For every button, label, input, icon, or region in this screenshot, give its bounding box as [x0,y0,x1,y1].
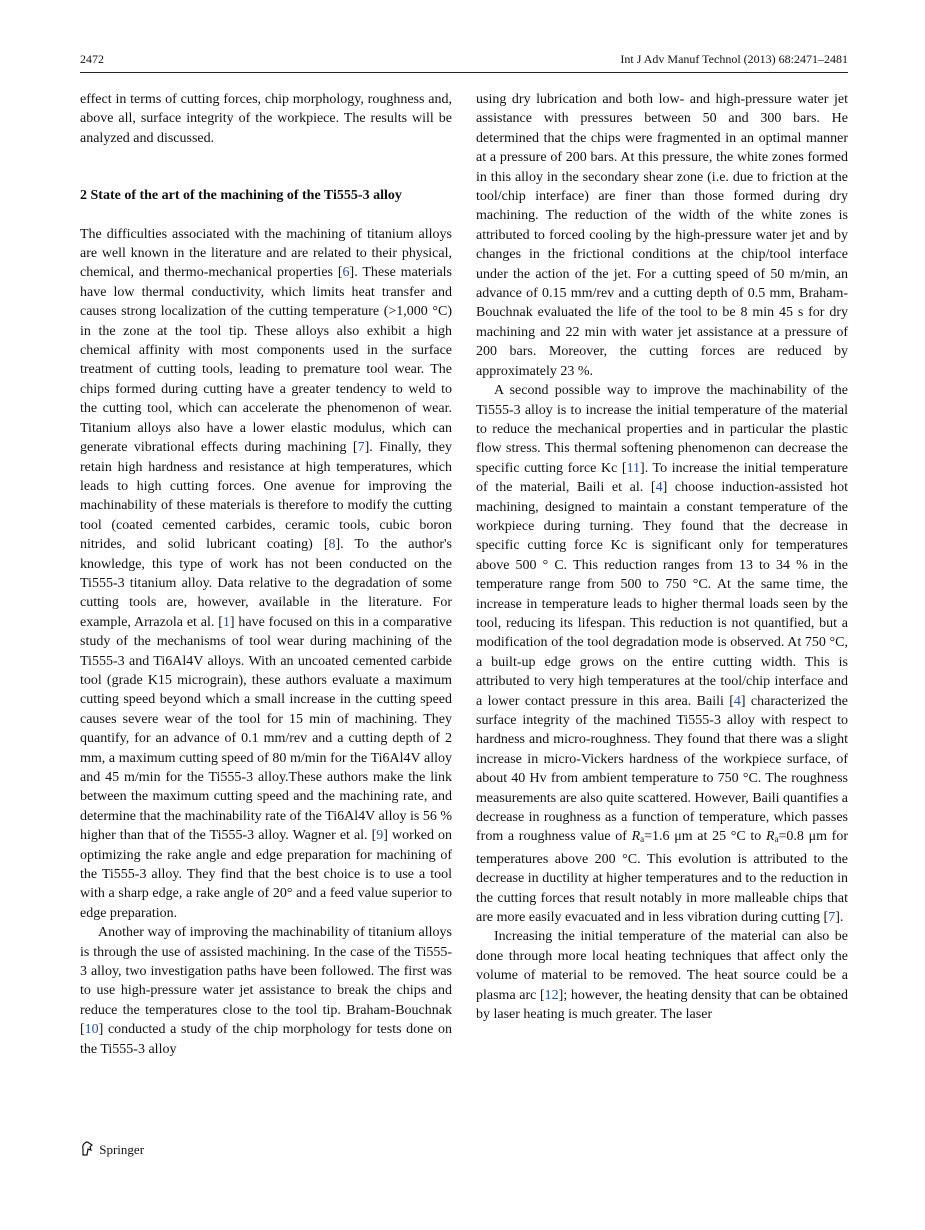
citation-link[interactable]: 11 [626,460,641,476]
paragraph: Another way of improving the machinability of titanium alloys is through the use of assisted machining. In the case of the Ti555-3 alloy, two investigation paths have been followed. The first was to use high-pressure water jet assistance to break the chips and reduce the temperatures close to the tool tip. Braham-Bouchnak [10] conducted a study of the chip morphology for tests done on the Ti555-3 alloy [80,925,452,1057]
publisher-name: Springer [99,1142,145,1157]
springer-horse-icon [80,1141,94,1156]
citation-link[interactable]: 7 [357,440,365,456]
citation-link[interactable]: 8 [328,537,336,553]
citation-link[interactable]: 1 [222,614,230,630]
citation-link[interactable]: 9 [376,828,384,844]
paragraph: A second possible way to improve the machinability of the Ti555-3 alloy is to increase the initial temperature of the material to reduce the mechanical properties and in particular the plastic flow stress. This thermal softening phenomenon can decrease the specific cutting force Kc [11]. To increase the initial temperature of the material, Baili et al. [4] choose induction-assisted hot machining, designed to maintain a constant temperature of the workpiece during turning. They found that the decrease in specific cutting force Kc is significant only for temperatures above 500 ° C. This reduction ranges from 13 to 34 % in the temperature range from 500 to 750 °C. At the same time, the increase in temperature leads to higher thermal loads seen by the tool, reducing its lifespan. This reduction is not quantified, but a modification of the tool degradation mode is observed. At 750 °C, a built-up edge grows on the entire cutting width. This is attributed to very high temperatures at the tool/chip interface and a lower contact pressure in this area. Baili [4] characterized the surface integrity of the machined Ti555-3 alloy with respect to hardness and micro-roughness. They found that there was a slight increase in micro-Vickers hardness of the workpiece surface, of about 40 Hv from ambient temperature to 750 °C. The roughness measurements are also quite scattered. However, Baili quantifies a decrease in roughness as a function of temperature, which passes from a roughness value of $R_a=1.6$ μm at 25 °C to $R_a=0.8$ μm for temperatures above 200 °C. This evolution is attributed to the decrease in ductility at higher temperatures and to the reduction in the cutting forces that result notably in more malleable chips that are more easily evacuated and in less vibration during cutting [7]. [476,383,849,926]
paragraph: Increasing the initial temperature of the material can also be done through more local heating techniques that affect only the volume of material to be removed. The heat source could be a plasma arc [12]; however, the heating density that can be obtained by laser heating is much greater. The laser [476,929,848,1023]
paragraph: using dry lubrication and both low- and high-pressure water jet assistance with pressures between 50 and 300 bars. He determined that the chips were fragmented in an optimal manner at a pressure of 200 bars. At this pressure, the white zones formed in this alloy in the secondary shear zone (i.e. due to friction at the tool/chip interface) are finer than those formed during dry machining. The reduction of the width of the white zones is attributed to forced cooling by the high-pressure water jet and by changes in the frictional conditions at the chip/tool interface under the action of the jet. For a cutting speed of 50 m/min, an advance of 0.15 mm/rev and a cutting depth of 0.5 mm, Braham-Bouchnak evaluated the life of the tool to be 8 min 45 s for dry machining and 22 min with water jet assistance at a pressure of 200 bars. Moreover, the cutting forces are reduced by approximately 23 %. [476,92,848,379]
page-number: 2472 [80,52,104,66]
journal-reference: Int J Adv Manuf Technol (2013) 68:2471–2481 [620,52,848,66]
footer [80,1141,144,1158]
left-column [80,90,452,1059]
citation-link[interactable]: 4 [655,480,663,496]
section-heading: 2 State of the art of the machining of the Ti555-3 alloy [80,188,402,204]
citation-link[interactable]: 12 [544,987,559,1003]
paragraph: The difficulties associated with the machining of titanium alloys are well known in the literature and are related to their physical, chemical, and thermo-mechanical properties [6]. These materials have low thermal conductivity, which limits heat transfer and causes strong localization of the cutting temperature (>1,000 °C) in the zone at the tool tip. These alloys also exhibit a high chemical affinity with most components used in the surface treatment of cutting tools, leading to premature tool wear. The chips formed during cutting have a greater tendency to weld to the cutting tool, which can accelerate the phenomenon of wear. Titanium alloys also have a lower elastic modulus, which can generate vibrational effects during machining [7]. Finally, they retain high hardness and resistance at high temperatures, which leads to high cutting forces. One avenue for improving the machinability of these materials is therefore to modify the cutting tool (coated cemented carbides, ceramic tools, cubic boron nitrides, and solid lubricant coating) [8]. To the author's knowledge, this type of work has not been conducted on the Ti555-3 titanium alloy. Data relative to the degradation of some cutting tools are, however, available in the literature. For example, Arrazola et al. [1] have focused on this in a comparative study of the mechanisms of tool wear during machining of the Ti555-3 and Ti6Al4V alloys. With an uncoated cemented carbide tool (grade K15 micrograin), these authors evaluate a maximum cutting speed beyond which a small increase in the cutting speed causes severe wear of the tool for 15 min of machining. They quantify, for an advance of 0.1 mm/rev and a cutting depth of 2 mm, a maximum cutting speed of 80 m/min for the Ti6Al4V alloy and 45 m/min for the Ti555-3 alloy.These authors make the link between the maximum cutting speed and the machining rate, and determine that the machinability rate of the Ti6Al4V alloy is 56 % higher than that of the Ti555-3 alloy. Wagner et al. [9] worked on optimizing the rake angle and edge preparation for machining of the Ti555-3 alloy. They find that the best choice is to use a tool with a sharp edge, a rake angle of 20° and a feed value superior to edge preparation. [80,226,452,921]
right-column [476,90,848,1025]
intro-paragraph-end: effect in terms of cutting forces, chip morphology, roughness and, above all, surface integrity of the workpiece. The results will be analyzed and discussed. [80,92,452,146]
citation-link[interactable]: 4 [733,693,741,709]
running-header [80,50,848,73]
citation-link[interactable]: 6 [342,265,350,281]
citation-link[interactable]: 7 [828,910,836,926]
citation-link[interactable]: 10 [84,1022,99,1038]
